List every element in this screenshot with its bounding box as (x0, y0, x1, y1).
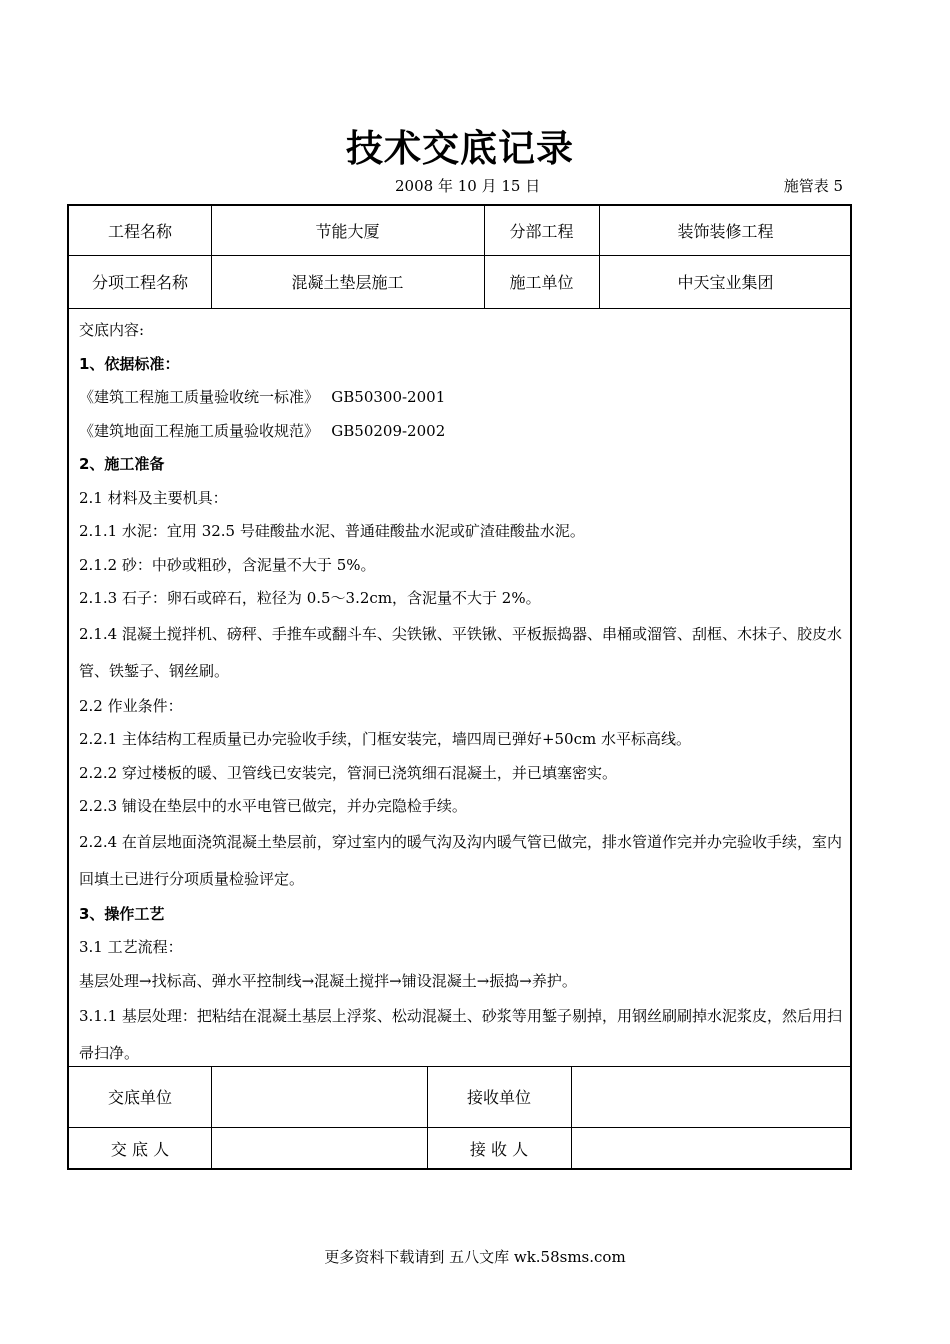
disclosure-content (79, 314, 844, 1072)
standard-reference: 《建筑工程施工质量验收统一标准》 GB50300-2001 (79, 388, 446, 406)
receiver-label: 接 收 人 (469, 1140, 529, 1159)
content-line: 2.1.3 石子：卵石或碎石，粒径为 0.5～3.2cm，含泥量不大于 2%。 (79, 589, 541, 607)
content-line: 2.2.3 铺设在垫层中的水平电管已做完，并办完隐检手续。 (79, 797, 467, 815)
content-line: 基层处理→找标高、弹水平控制线→混凝土搅拌→铺设混凝土→振捣→养护。 (79, 971, 577, 990)
contractor-label: 施工单位 (509, 273, 574, 292)
section-heading: 3、操作工艺 (79, 904, 165, 923)
contractor-value: 中天宝业集团 (677, 273, 774, 292)
subitem-value: 混凝土垫层施工 (291, 273, 404, 292)
content-heading: 交底内容: (79, 321, 145, 339)
division-value: 装饰装修工程 (677, 222, 774, 241)
division-label: 分部工程 (509, 222, 574, 241)
receiving-unit-field[interactable] (571, 1066, 852, 1127)
issuer-label: 交 底 人 (110, 1140, 170, 1159)
content-line: 2.2.4 在首层地面浇筑混凝土垫层前，穿过室内的暖气沟及沟内暖气管已做完，排水管道作完并办完验收手续，室内回填土已进行分项质量检验评定。 (79, 832, 842, 888)
content-line: 3.1 工艺流程： (79, 938, 183, 956)
content-line: 2.1.2 砂：中砂或粗砂，含泥量不大于 5%。 (79, 555, 376, 574)
content-line: 3.1.1 基层处理：把粘结在混凝土基层上浮浆、松动混凝土、砂浆等用錾子剔掉，用钢丝刷刷掉水泥浆皮，然后用扫帚扫净。 (79, 1007, 842, 1062)
content-line: 2.2 作业条件： (79, 696, 183, 715)
record-sheet (67, 204, 852, 1170)
document-title: 技术交底记录 (346, 127, 574, 170)
subitem-label: 分项工程名称 (91, 273, 188, 292)
issuing-unit-field[interactable] (211, 1066, 427, 1127)
content-line: 2.2.1 主体结构工程质量已办完验收手续，门框安装完，墙四周已弹好+50cm 水平标高线。 (79, 730, 691, 748)
row-divider (69, 308, 850, 309)
standard-reference: 《建筑地面工程施工质量验收规范》 GB50209-2002 (79, 421, 446, 440)
receiving-unit-label: 接收单位 (466, 1088, 531, 1107)
form-number: 施管表 5 (783, 177, 843, 195)
project-name-value: 节能大厦 (315, 222, 380, 241)
section-heading: 1、依据标准： (79, 354, 180, 373)
content-line: 2.1 材料及主要机具： (79, 488, 228, 507)
record-date: 2008 年 10 月 15 日 (395, 177, 541, 195)
content-line: 2.1.1 水泥：宜用 32.5 号硅酸盐水泥、普通硅酸盐水泥或矿渣硅酸盐水泥。 (79, 522, 585, 540)
issuer-field[interactable] (211, 1127, 427, 1170)
content-line: 2.1.4 混凝土搅拌机、磅秤、手推车或翻斗车、尖铁锹、平铁锹、平板振捣器、串桶或溜管、刮框、木抹子、胶皮水管、铁錾子、钢丝刷。 (79, 624, 842, 680)
project-name-label: 工程名称 (107, 222, 172, 241)
section-heading: 2、施工准备 (79, 455, 165, 473)
receiver-field[interactable] (571, 1127, 852, 1170)
content-line: 2.2.2 穿过楼板的暖、卫管线已安装完，管洞已浇筑细石混凝土，并已填塞密实。 (79, 763, 617, 782)
issuing-unit-label: 交底单位 (107, 1088, 172, 1107)
footer-text: 更多资料下载请到 五八文库 wk.58sms.com (324, 1248, 626, 1266)
